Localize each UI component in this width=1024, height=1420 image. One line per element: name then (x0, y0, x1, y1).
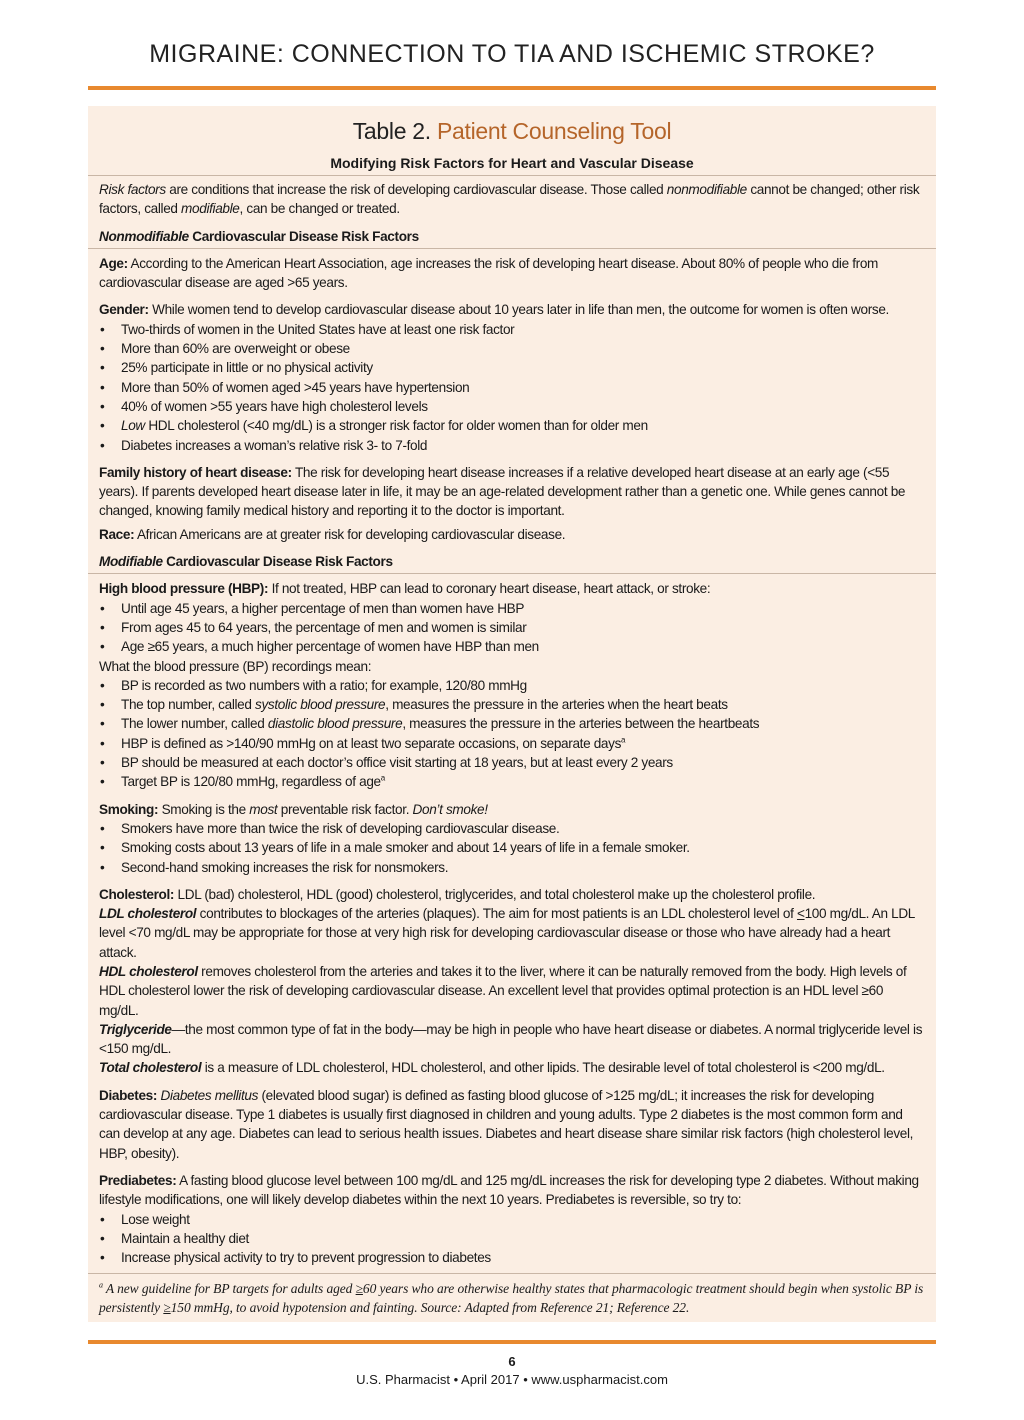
page-number: 6 (508, 1354, 516, 1369)
table-footnote: $^a$ A new guideline for BP targets for adults aged ≥60 years who are otherwise healthy states that pharmacologic treatment should begin when systolic BP is persistently ≥150 mmHg, to avoid hypotension and fainting. Source: Adapted from Reference 21; Reference 22. (99, 1280, 924, 1316)
list-item: • The top number, called systolic blood pressure, measures the pressure in the arteries when the heart beats (99, 695, 924, 714)
bp-meaning-line: What the blood pressure (BP) recordings mean: (99, 658, 372, 674)
prediabetes-section: Prediabetes: A fasting blood glucose level between 100 mg/dL and 125 mg/dL increases the risk for developing type 2 diabetes. Without making lifestyle modifications, one will likely develop diabetes within the next 10 years. Prediabetes is reversible, so try to: • Lose weight • Maintain a healthy diet • Increase physical activity to try to prevent progression to diabetes (99, 1171, 924, 1267)
hbp-section: High blood pressure (HBP): If not treated, HBP can lead to coronary heart disease, heart attack, or stroke: • Until age 45 years, a higher percentage of men than women have HBP • From ages 45 to 64 years, the percentage of men and women is similar • Age ≥65 years, a much higher percentage of women have HBP than men What the blood pressure (BP) recordings mean: • BP is recorded as two numbers with a ratio; for example, 120/80 mmHg • The top number, called systolic blood pressure, measures the pressure in the arteries when the heart beats • The lower number, called diastolic blood pressure, measures the pressure in the arteries between the heartbeats • HBP is defined as >140/90 mmHg on at least two separate occasions, on separate days$^a$ • BP should be measured at each doctor’s office visit starting at 18 years, but at least every 2 years • Target BP is 120/80 mmHg, regardless of age$^a$ (99, 579, 924, 791)
list-item: • Increase physical activity to try to prevent progression to diabetes (99, 1248, 924, 1267)
page-header-title: MIGRAINE: CONNECTION TO TIA AND ISCHEMIC STROKE? (149, 40, 875, 68)
modifiable-heading: Modifiable Cardiovascular Disease Risk Factors (88, 552, 936, 574)
list-item: • Age ≥65 years, a much higher percentage of women have HBP than men (99, 637, 924, 656)
table-title-prefix: Table 2. (352, 118, 431, 144)
list-item: • More than 60% are overweight or obese (99, 339, 924, 358)
footer-citation: U.S. Pharmacist • April 2017 • www.uspharmacist.com (356, 1372, 668, 1387)
table-title (88, 118, 936, 148)
footnote-ref: a (380, 773, 385, 783)
intro-paragraph: Risk factors are conditions that increase the risk of developing cardiovascular disease. Those called nonmodifiable cannot be changed; other risk factors, called modifiable, can be changed or treated. (99, 182, 920, 217)
gender-list (99, 320, 924, 455)
list-item: • Diabetes increases a woman’s relative risk 3- to 7-fold (99, 436, 924, 455)
age-paragraph: Age: According to the American Heart Association, age increases the risk of developing heart disease. About 80% of people who die from cardiovascular disease are aged >65 years. (99, 255, 879, 291)
smoking-list (99, 819, 924, 877)
list-item: • The lower number, called diastolic blood pressure, measures the pressure in the arteries between the heartbeats (99, 714, 924, 733)
list-item: • BP should be measured at each doctor’s office visit starting at 18 years, but at least every 2 years (99, 753, 924, 772)
list-item: • 40% of women >55 years have high cholesterol levels (99, 397, 924, 416)
list-item: • Smoking costs about 13 years of life in a male smoker and about 14 years of life in a female smoker. (99, 838, 924, 857)
list-item: • HBP is defined as >140/90 mmHg on at least two separate occasions, on separate days$^a$ (99, 734, 924, 753)
list-item: • Low HDL cholesterol (<40 mg/dL) is a stronger risk factor for older women than for older men (99, 416, 924, 435)
nonmodifiable-heading: Nonmodifiable Cardiovascular Disease Risk Factors (88, 227, 936, 249)
footer-divider (88, 1340, 936, 1344)
bp-list (99, 676, 924, 792)
race-paragraph: Race: African Americans are at greater risk for developing cardiovascular disease. (99, 526, 566, 542)
list-item: • Lose weight (99, 1210, 924, 1229)
table-content (88, 176, 936, 1274)
table-subtitle: Modifying Risk Factors for Heart and Vascular Disease (88, 155, 936, 176)
list-item: • More than 50% of women aged >45 years have hypertension (99, 378, 924, 397)
list-item: • Target BP is 120/80 mmHg, regardless of age$^a$ (99, 772, 924, 791)
prediabetes-list (99, 1210, 924, 1268)
hbp-list (99, 599, 924, 657)
cholesterol-section: Cholesterol: LDL (bad) cholesterol, HDL (good) cholesterol, triglycerides, and total cholesterol make up the cholesterol profile. LDL cholesterol contributes to blockages of the arteries (plaques). The aim for most patients is an LDL cholesterol level of <100 mg/dL. An LDL level <70 mg/dL may be appropriate for those at very high risk for developing cardiovascular disease or those who have already had a heart attack. HDL cholesterol removes cholesterol from the arteries and takes it to the liver, where it can be naturally removed from the body. High levels of HDL cholesterol lower the risk of developing cardiovascular disease. An excellent level that provides optimal protection is an HDL level ≥60 mg/dL. Triglyceride—the most common type of fat in the body—may be high in people who have heart disease or diabetes. A normal triglyceride level is <150 mg/dL. Total cholesterol is a measure of LDL cholesterol, HDL cholesterol, and other lipids. The desirable level of total cholesterol is <200 mg/dL. (99, 886, 923, 1076)
footnote-ref: a (621, 735, 626, 745)
list-item: • From ages 45 to 64 years, the percentage of men and women is similar (99, 618, 924, 637)
list-item: • Until age 45 years, a higher percentage of men than women have HBP (99, 599, 924, 618)
list-item: • BP is recorded as two numbers with a ratio; for example, 120/80 mmHg (99, 676, 924, 695)
header-divider (88, 86, 936, 90)
list-item: • Second-hand smoking increases the risk for nonsmokers. (99, 858, 924, 877)
list-item: • 25% participate in little or no physical activity (99, 358, 924, 377)
list-item: • Maintain a healthy diet (99, 1229, 924, 1248)
list-item: • Smokers have more than twice the risk of developing cardiovascular disease. (99, 819, 924, 838)
list-item: • Two-thirds of women in the United States have at least one risk factor (99, 320, 924, 339)
family-history-paragraph: Family history of heart disease: The risk for developing heart disease increases if a relative developed heart disease at an early age (<55 years). If parents developed heart disease later in life, it may be an age-related development rather than a genetic one. While genes cannot be changed, knowing family medical history and reporting it to the doctor is important. (99, 464, 906, 519)
table-title-accent: Patient Counseling Tool (436, 118, 672, 144)
gender-section: Gender: While women tend to develop cardiovascular disease about 10 years later in life than men, the outcome for women is often worse. • Two-thirds of women in the United States have at least one risk factor • More than 60% are overweight or obese • 25% participate in little or no physical activity • More than 50% of women aged >45 years have hypertension • 40% of women >55 years have high cholesterol levels • Low HDL cholesterol (<40 mg/dL) is a stronger risk factor for older women than for older men • Diabetes increases a woman’s relative risk 3- to 7-fold (99, 300, 924, 454)
counseling-table (88, 106, 936, 1322)
diabetes-paragraph: Diabetes: Diabetes mellitus (elevated blood sugar) is defined as fasting blood glucose of >125 mg/dL; it increases the risk for developing cardiovascular disease. Type 1 diabetes is usually first diagnosed in children and young adults. Type 2 diabetes is the most common form and can develop at any age. Diabetes can lead to serious health issues. Diabetes and heart disease share similar risk factors (high cholesterol level, HBP, obesity). (99, 1087, 914, 1161)
smoking-section: Smoking: Smoking is the most preventable risk factor. Don’t smoke! • Smokers have more than twice the risk of developing cardiovascular disease. • Smoking costs about 13 years of life in a male smoker and about 14 years of life in a female smoker. • Second-hand smoking increases the risk for nonsmokers. (99, 800, 924, 877)
